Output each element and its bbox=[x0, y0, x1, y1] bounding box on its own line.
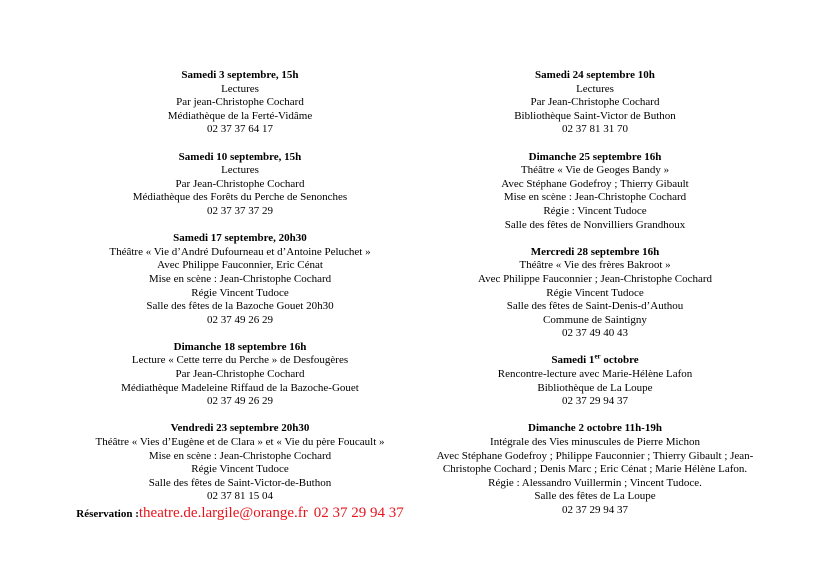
event-line: Régie : Vincent Tudoce bbox=[543, 204, 647, 217]
event-line: Salle des fêtes de Nonvilliers Grandhoux bbox=[504, 218, 686, 231]
event-left-2 bbox=[40, 151, 440, 219]
event-line: Par jean-Christophe Cochard bbox=[176, 96, 304, 109]
event-date: Dimanche 2 octobre 11h-19h bbox=[528, 422, 662, 435]
event-line: Intégrale des Vies minuscules de Pierre Michon bbox=[490, 436, 700, 449]
event-line: Régie Vincent Tudoce bbox=[546, 286, 644, 299]
event-line: Mise en scène : Jean-Christophe Cochard bbox=[148, 449, 332, 462]
event-line: Christophe Cochard ; Denis Marc ; Eric Cénat ; Marie Hélène Lafon. bbox=[442, 463, 748, 476]
event-phone: 02 37 49 40 43 bbox=[562, 327, 628, 340]
event-line: Salle des fêtes de la Bazoche Gouet 20h30 bbox=[146, 300, 334, 313]
event-line: Médiathèque Madeleine Riffaud de la Bazoche-Gouet bbox=[121, 381, 359, 394]
event-line: Théâtre « Vies d’Eugène et de Clara » et « Vie du père Foucault » bbox=[95, 436, 385, 449]
event-line: Avec Stéphane Godefroy ; Thierry Gibault bbox=[501, 177, 689, 190]
event-line: Lectures bbox=[221, 164, 259, 177]
event-date bbox=[395, 354, 795, 368]
event-phone: 02 37 81 15 04 bbox=[207, 490, 273, 503]
event-line: Salle des fêtes de La Loupe bbox=[534, 490, 656, 503]
event-line: Théâtre « Vie des frères Bakroot » bbox=[519, 259, 671, 272]
event-line: Salle des fêtes de Saint-Victor-de-Buthon bbox=[148, 476, 332, 489]
event-right-3 bbox=[395, 246, 795, 341]
event-line: Par Jean-Christophe Cochard bbox=[175, 177, 305, 190]
event-line: Rencontre-lecture avec Marie-Hélène Lafon bbox=[497, 368, 693, 381]
reservation-label: Réservation : bbox=[76, 508, 139, 520]
event-date: Dimanche 18 septembre 16h bbox=[173, 340, 307, 353]
event-date: Samedi 17 septembre, 20h30 bbox=[173, 232, 307, 245]
event-date-prefix: Samedi 1 bbox=[551, 354, 595, 367]
event-phone: 02 37 29 94 37 bbox=[562, 395, 628, 408]
event-phone: 02 37 49 26 29 bbox=[207, 395, 273, 408]
reservation-line bbox=[40, 505, 440, 522]
event-right-1 bbox=[395, 69, 795, 137]
reservation-email-link[interactable]: theatre.de.largile@orange.fr bbox=[138, 505, 308, 521]
event-left-3 bbox=[40, 232, 440, 327]
event-line: Commune de Saintigny bbox=[543, 313, 647, 326]
event-line: Salle des fêtes de Saint-Denis-d’Authou bbox=[506, 300, 684, 313]
event-right-5 bbox=[395, 422, 795, 517]
event-date: Samedi 3 septembre, 15h bbox=[181, 69, 299, 81]
event-date: Samedi 24 septembre 10h bbox=[535, 69, 655, 81]
event-date: Samedi 10 septembre, 15h bbox=[178, 150, 302, 163]
event-line: Théâtre « Vie d’André Dufourneau et d’Antoine Peluchet » bbox=[109, 245, 371, 258]
event-left-5 bbox=[40, 422, 440, 504]
event-line: Médiathèque de la Ferté-Vidâme bbox=[167, 109, 313, 122]
event-line: Lectures bbox=[221, 82, 259, 95]
event-phone: 02 37 49 26 29 bbox=[207, 313, 273, 326]
event-phone: 02 37 37 37 29 bbox=[207, 204, 273, 217]
event-date: Mercredi 28 septembre 16h bbox=[530, 245, 660, 258]
event-phone: 02 37 81 31 70 bbox=[562, 123, 628, 136]
event-line: Par Jean-Christophe Cochard bbox=[175, 368, 305, 381]
right-column bbox=[395, 69, 795, 531]
event-line: Mise en scène : Jean-Christophe Cochard bbox=[503, 191, 687, 204]
event-left-4 bbox=[40, 341, 440, 409]
event-line: Théâtre « Vie de Geoges Bandy » bbox=[520, 164, 670, 177]
event-line: Avec Philippe Fauconnier, Eric Cénat bbox=[157, 259, 323, 272]
event-phone: 02 37 29 94 37 bbox=[562, 504, 628, 516]
event-line: Par Jean-Christophe Cochard bbox=[530, 96, 660, 109]
left-column bbox=[40, 69, 440, 518]
event-line: Avec Stéphane Godefroy ; Philippe Fauconnier ; Thierry Gibault ; Jean- bbox=[436, 449, 754, 462]
event-line: Avec Philippe Fauconnier ; Jean-Christophe Cochard bbox=[477, 272, 713, 285]
event-line: Régie : Alessandro Vuillermin ; Vincent Tudoce. bbox=[488, 476, 702, 489]
event-line: Mise en scène : Jean-Christophe Cochard bbox=[148, 272, 332, 285]
event-line: Lecture « Cette terre du Perche » de Desfougères bbox=[131, 354, 349, 367]
event-right-4 bbox=[395, 354, 795, 408]
event-date-ordinal: er bbox=[594, 352, 601, 361]
event-phone: 02 37 37 64 17 bbox=[207, 123, 273, 136]
event-left-1 bbox=[40, 69, 440, 137]
event-date: Vendredi 23 septembre 20h30 bbox=[170, 422, 310, 435]
event-line: Régie Vincent Tudoce bbox=[191, 463, 289, 476]
event-date: Dimanche 25 septembre 16h bbox=[528, 150, 662, 163]
event-line: Bibliothèque de La Loupe bbox=[537, 381, 653, 394]
event-line: Régie Vincent Tudoce bbox=[191, 286, 289, 299]
event-line: Lectures bbox=[576, 82, 614, 95]
event-right-2 bbox=[395, 151, 795, 233]
event-line: Médiathèque des Forêts du Perche de Senonches bbox=[132, 191, 348, 204]
reservation-phone: 02 37 29 94 37 bbox=[313, 505, 404, 521]
event-line: Bibliothèque Saint-Victor de Buthon bbox=[514, 109, 676, 122]
event-date-suffix: octobre bbox=[600, 354, 639, 367]
